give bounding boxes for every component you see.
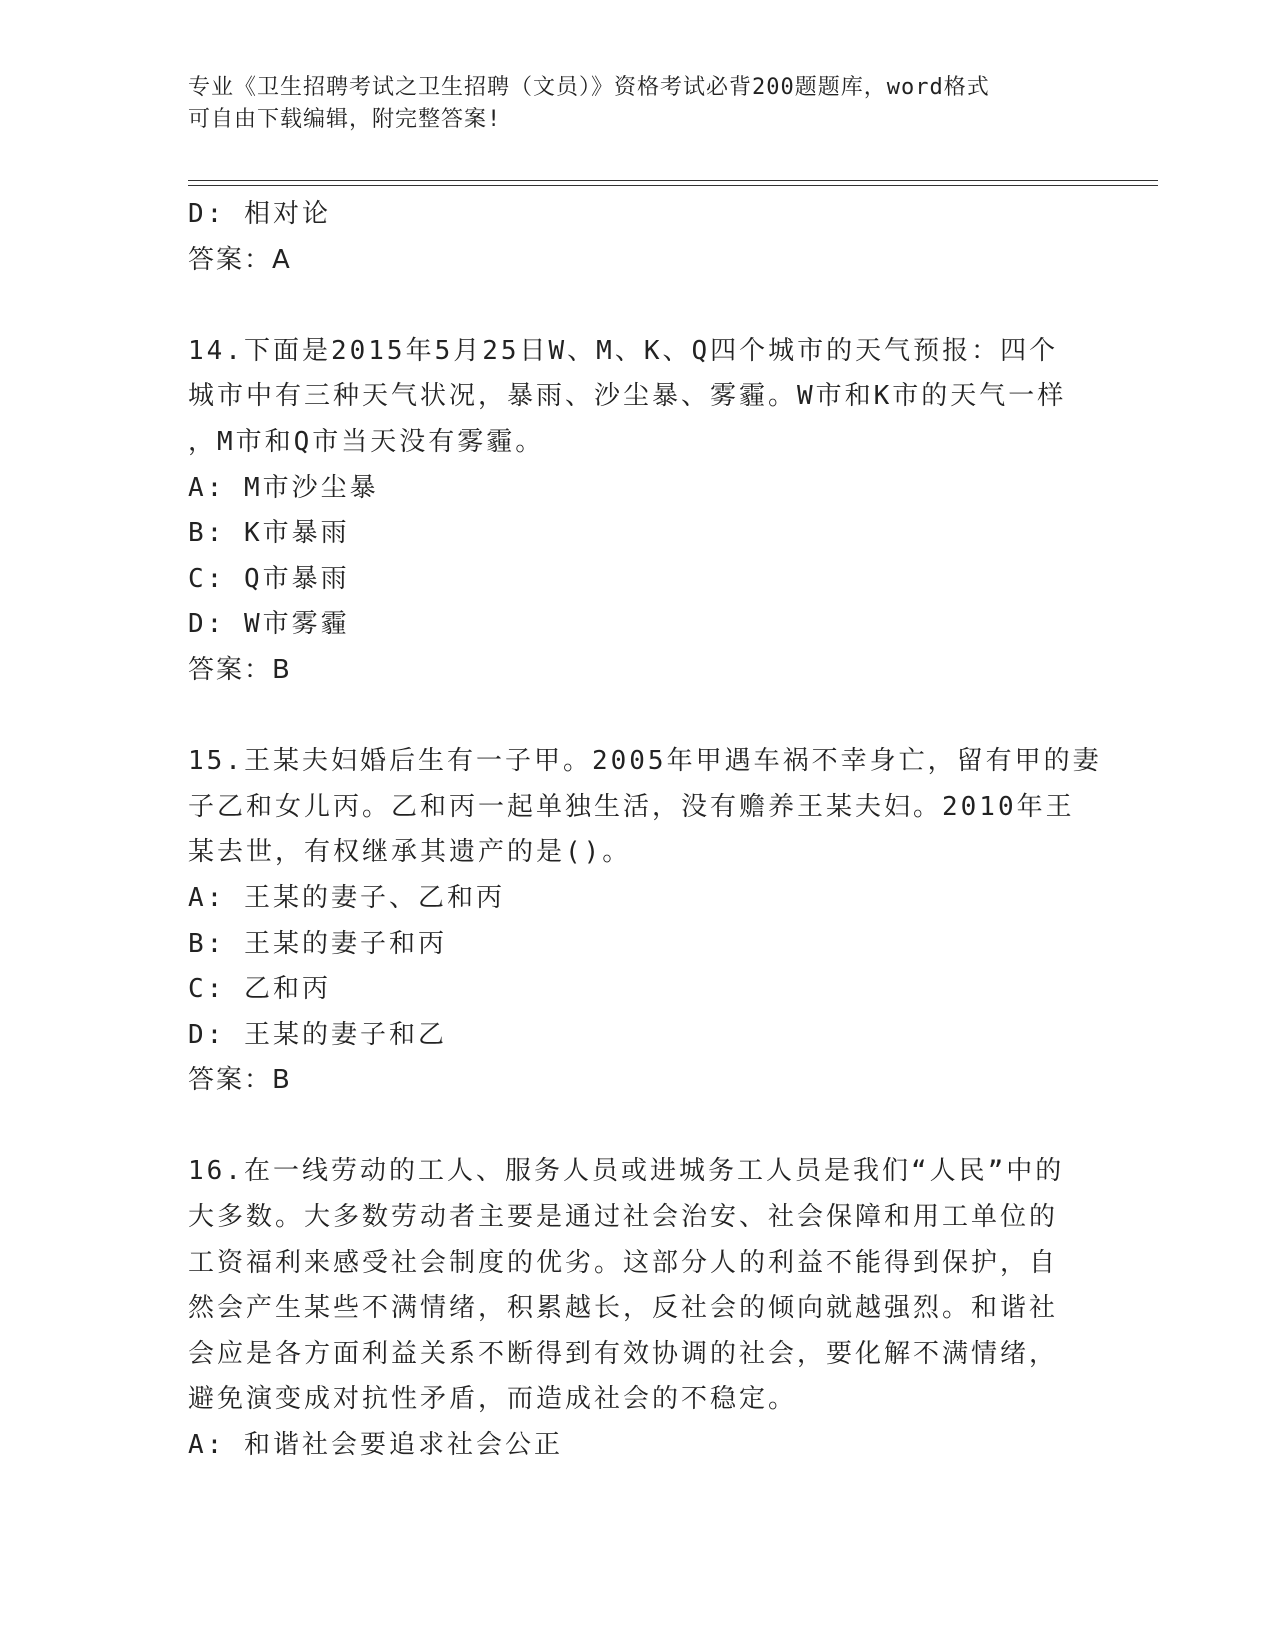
prev-option-d: D: 相对论 (188, 199, 331, 229)
question-15-option-d: D: 王某的妻子和乙 (188, 1019, 447, 1050)
question-15-text-line: 子乙和女儿丙。乙和丙一起单独生活，没有赡养王某夫妇。2010年王 (188, 791, 1075, 822)
question-14-text-line: 城市中有三种天气状况，暴雨、沙尘暴、雾霾。W市和K市的天气一样 (188, 381, 1067, 412)
header-title-line2: 可自由下载编辑，附完整答案! (188, 107, 502, 132)
question-16-text-line: 工资福利来感受社会制度的优劣。这部分人的利益不能得到保护，自 (188, 1247, 1059, 1278)
question-15-option-b: B: 王某的妻子和丙 (188, 928, 447, 959)
question-14-option-b: B: K市暴雨 (188, 518, 350, 549)
header-divider-top (188, 180, 1158, 181)
question-15-option-c: C: 乙和丙 (188, 974, 331, 1005)
question-16-text-line: 会应是各方面利益关系不断得到有效协调的社会，要化解不满情绪， (188, 1338, 1059, 1369)
question-15-answer: 答案：B (188, 1065, 292, 1096)
question-15 (188, 739, 1102, 1104)
question-14-text-line: 14.下面是2015年5月25日W、M、K、Q四个城市的天气预报：四个 (188, 335, 1059, 366)
question-15-text-line: 15.王某夫妇婚后生有一子甲。2005年甲遇车祸不幸身亡，留有甲的妻 (188, 746, 1102, 777)
question-14 (188, 329, 1088, 694)
question-14-answer: 答案：B (188, 654, 292, 685)
question-16-text-line: 然会产生某些不满情绪，积累越长，反社会的倾向就越强烈。和谐社 (188, 1293, 1059, 1324)
question-14-option-c: C: Q市暴雨 (188, 563, 350, 594)
document-header (188, 72, 1078, 136)
spacer (188, 694, 1088, 740)
question-14-option-a: A: M市沙尘暴 (188, 472, 379, 503)
question-content (188, 192, 1102, 1469)
question-16-text-line: 避免演变成对抗性矛盾，而造成社会的不稳定。 (188, 1384, 798, 1415)
question-16-text-line: 16.在一线劳动的工人、服务人员或进城务工人员是我们“人民”中的 (188, 1156, 1065, 1187)
header-divider-bottom (188, 185, 1158, 186)
question-16 (188, 1149, 1088, 1468)
question-14-text-line: ，M市和Q市当天没有雾霾。 (188, 426, 545, 457)
prev-answer: 答案：A (188, 244, 292, 275)
header-title-line1: 专业《卫生招聘考试之卫生招聘（文员）》资格考试必背200题题库，word格式 (188, 75, 990, 100)
spacer (188, 283, 1088, 329)
question-14-option-d: D: W市雾霾 (188, 609, 350, 640)
spacer (188, 1104, 1088, 1150)
question-15-option-a: A: 王某的妻子、乙和丙 (188, 882, 505, 913)
question-16-option-a: A: 和谐社会要追求社会公正 (188, 1430, 563, 1461)
question-16-text-line: 大多数。大多数劳动者主要是通过社会治安、社会保障和用工单位的 (188, 1202, 1059, 1233)
question-15-text-line: 某去世，有权继承其遗产的是()。 (188, 837, 632, 868)
